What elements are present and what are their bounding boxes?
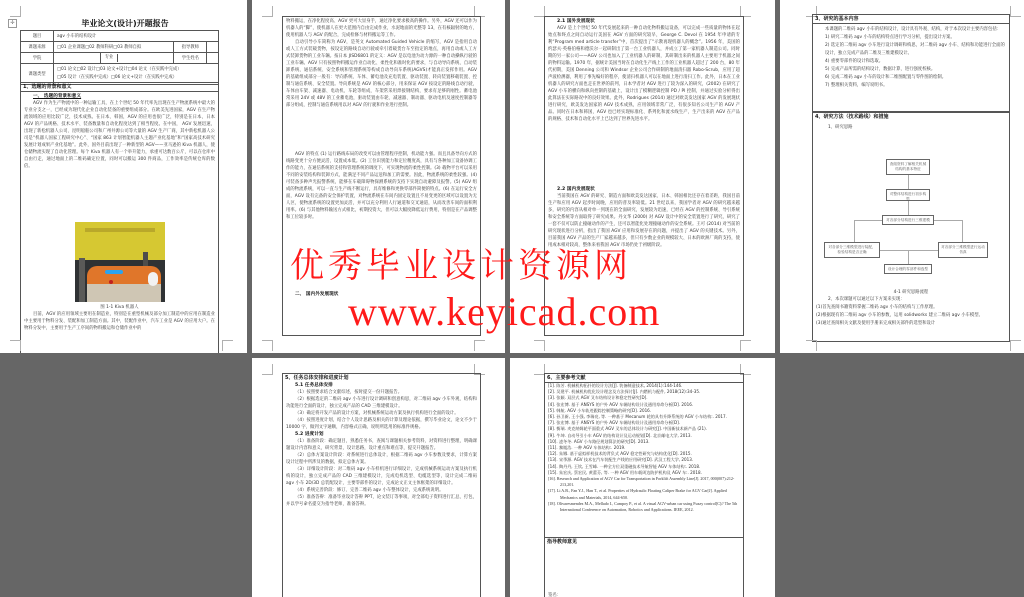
info-table: [20, 30, 219, 85]
advisor-opinion-heading: 指导教师意见: [547, 539, 578, 545]
schedule-item: （1）准备阶段：确定题目，熟悉任务书，查阅与课题相关参考资料，对资料进行整理，明确课题设计内容和意义，研究背景，设计思路，设计重点和难点等，提交开题报告。: [286, 439, 477, 451]
section-3-frame: [812, 14, 1010, 112]
domestic-status-heading: 2.2 国内发展现状: [557, 187, 595, 192]
section-3-heading: 3、研究的基本内容: [813, 15, 1009, 24]
signature-label: 签名：: [548, 593, 562, 597]
reference-item: [12]. 朱娜. 基于虚拟样机技术的背负式 AGV 稳定性研究与结构优化[D]. 2015.: [548, 451, 692, 457]
reference-item: [10]. 凌冬冬. AGV 小车路径规划算法的研究[D]. 2013.: [548, 438, 650, 444]
task-item: （1）按照要求结合文献综述，按时提交一份开题报告。: [295, 390, 403, 395]
advisor-value[interactable]: [207, 42, 219, 53]
paragraph: 自动引导小车简称为 AGV，是英文 Automated Guided Vehicle 的缩写，AGV 是指用自动或人工方式装载货物，按设定的路线自动行驶或牵引着载货台车至指定的地点，再用自动或人工方式装卸货物的工业车辆。按日本 JISD6801 的定义：AGV 是以电池为动力源的一种自动操纵行驶的工业车辆。AGV 只有按照物料搬运作业自动化、柔性化和准时化的要求，与自动导向系统、自动装卸系统、通信系统、安全系统和管理系统等构成自动导向车系统(AGVS)才能真正发挥作用。AGV 的基础组成部分一般有：导向系统、车体、蓄电池及充电装置、驱动装置、转向装置移载装置、控制与通信系统、安全装置。导向系统是 AGV 的核心部分，用来保证 AGV 按设定的路线自动行驶，车体由车架、减速器、电动机、车轮等组成，车架常采用焊接钢结构，要求有足够的刚性。蓄电池常采用 24V 或 48V 的工业蓄电池，驱动装置由车轮、减速器、制动器、驱动电机及速度控制器等部分组成，控制与通信系统用以对 AGV 的行驶和作业进行控制。: [286, 40, 477, 108]
section-5-frame: [282, 373, 481, 597]
type-options-line-2[interactable]: □05 设计（在实践中完成）□06 论文+设计（在实践中完成）: [57, 75, 177, 80]
topic-label: 题目: [21, 31, 54, 42]
kiva-robot-image: [75, 222, 165, 302]
paragraph: 当前我国在 AGV 的研究、制造方面和欧美发达国家、日本、韩国相比还存在着差距，我国目前生产和应用 AGV 起步时间晚，应用的普及率较低。21 世纪以来，我国学者对 AGV 的研究越来越多，研究的内容从相对单一到现在的全面研究，发展较为迅速，已经在 AGV 的控制系统、导引系统和安全系统等方面取得了研究成果。丹文华 (2000) 对 AGV 设计中的安全装置进行了研究，研究了一套不仅可以防止撞碰动作的产生，还可以智能化处理撞碰动作的安全系统。王可 (2014) 对当前的研究现状进行分析，指出了我国 AGV 应用和发展存在的问题，并提出了 AGV 的关键技术。另外，目前我国 AGV 产品的生产厂家越来越多，但只有少数企业的规模较大、日本的欧洲厂商的支持，使用成本相对较高，整体来看我国 AGV 市场仍处于初级阶段。: [548, 194, 740, 248]
reference-item: [16]. Research and Application of AGV Car for Transportation in Forklift Assembly Line[J]. 2017, 000(007):212-213,201.: [548, 476, 735, 488]
research-idea-heading: 1、研究思路: [828, 125, 853, 130]
content-item: 6) 完成二维码 agv 小车的设计和二维图配置与零件图的绘制。: [825, 75, 947, 80]
flow-box: 对各部分结构进行三维建模: [882, 215, 934, 225]
reference-item: [3]. 张颖. 双层式 AGV 叉车结构设计和稳定性研究[D].: [548, 395, 648, 401]
section-2-heading: 二、 国内外发展现状: [295, 292, 339, 297]
method-item: (3)通过查阅相关文献及使用手册来完成相关部件的选型和设计: [816, 321, 936, 326]
foreign-status-heading: 2.1 国外发展现状: [557, 19, 595, 24]
content-item: 7) 整理相关资料，编写说明书。: [825, 83, 888, 88]
reference-item: [14]. 陶丹丹, 王钦, 王雪峰. 一种全方位双重磁技术导航智能 AGV 车体结构:. 2018.: [548, 463, 701, 469]
task-item: （2）根据选定的二维码 agv 小车进行设计调研和创意构思，对二维码 agv 小车外观、结构和功能进行全面的设计，独立完成产品的 CAD 三维建模设计。: [286, 397, 477, 409]
document-page-4: [780, 0, 1024, 353]
table-move-handle[interactable]: ✢: [8, 19, 17, 28]
major-label: 专业: [101, 54, 118, 62]
document-page-1: [0, 0, 247, 353]
section-4-frame: [812, 112, 1010, 342]
content-item: 5) 完成产品所需的结构设计，数据计算，进行强度校核。: [825, 67, 936, 72]
flow-box: 对整体结构进行初步构思: [886, 189, 930, 201]
subsection-heading: 一、 选题的背景和意义: [33, 94, 82, 99]
paragraph: AGV 作为生产物流中的一种运输工具，在上个世纪 50 年代率先出现在生产物流系统中最大的专业分支之一，已经成为现代化企业自动化装备的重要组成部分。在欧美先进国家，AGV 在生产物流领域的应用比较广泛，技术成熟。在日本、韩国，AGV 的应用也很广泛，特别是在日本，日本 AGV 的产品规格、技术水平、装备数量和自动化程度达到了相当程度。在中国， AGV 发展迅速，出现了新松机器人公司、昆明船舶公司和广州井源公司等大量的 AGV 生产厂商，其中新松机器人公司是“机器人国家工程研究中心”、“国家 863 计划智能机器人主题产业化基地”和“国家高技术研究发展计划成果产业化基地”。此外，国外目前出现了一种新型的 AGV——亚马逊的 Kiva 机器人，使仓储物流实现了自动化管理。每个 Kiva 机器人有一个举升能力，承重可达数百公斤，可以在仓库中自由行走，通过地面上的二维码确定位置，同时可以搬运 300 件商品，工作效率是传统仓库的数倍。: [24, 101, 215, 169]
methods-heading: 2、本次课题可以通过以下方案来实现：: [828, 297, 905, 302]
reference-item: [1]. 陈芳. 机械机构拓扑的设计方法[J]. 装备制造技术, 2014(1):144-146.: [548, 383, 683, 388]
paragraph: 目前，AGV 的应用领域主要用在制造业，特别是在重型机械及部分加工制造中的应用在制造业中主要用于物料分发、装配和加工制造方面。其中，装配作业中，汽车工业是 AGV 的应用大户。在物料分发中，主要用于生产工序间的物料搬运和仓储作业中的: [24, 312, 215, 331]
source-label: 课题来源: [21, 42, 54, 53]
advisor-label: 指导教师: [174, 42, 207, 53]
task-item: （3）确定将开发产品的设计方案，对机械系统运动方案及执行机构进行全面的设计。: [295, 411, 459, 416]
figure-caption: 图 1-1 Kiva 机器人: [100, 305, 139, 310]
reference-item: [6]. 孙卫新, 王小强, 李瑞亮, 等. 一种基于 Mecanum 轮的具有升降系统的 AGV 小车结构:. 2017.: [548, 414, 727, 420]
reference-item: [8]. 衡瑞. 麦克纳姆轮平面重式 AGV 叉车的总体设计与研究[J]. 中国新技术新产品 (21).: [548, 426, 708, 432]
college-value[interactable]: [54, 53, 101, 64]
watermark-url: www.keyicad.com: [348, 289, 661, 334]
section-1-frame: [20, 82, 219, 353]
type-label: 课题类型: [21, 64, 54, 85]
schedule-item: （5）准备答辩：准备毕业设计答辩 PPT，论文装订等事项，对全部电子资料进行汇总、打包，并以学号命名提交为指导老师，准备答辩。: [286, 495, 477, 507]
flow-box: 查阅资料了解相关机械结构的基本特征: [886, 159, 930, 175]
source-value[interactable]: □01 企业课题□02 教师科研□03 教师自拟: [54, 42, 174, 53]
watermark-text: 优秀毕业设计资源网: [290, 246, 632, 286]
section-6-frame: [544, 373, 744, 597]
topic-value[interactable]: agv 小车的结构设计: [54, 31, 219, 42]
task-item: （4）按照进度计划，结合个人设计思路及相关的计算及理论依据，撰写毕业论文，论文不少于 10000 字，做到文字通顺，内容格式正确，说明所选用的标准件规格。: [286, 418, 477, 430]
schedule-heading: 5.2 进度计划: [295, 432, 324, 437]
flow-box: 对各部分三维模型进行装配，检验结构是否正确: [824, 242, 880, 258]
schedule-item: （3）详细设计阶段：对二维码 agv 小车样机进行详细设计，完成机械系统运动方案及执行机构的设计，独立完成产品的 CAD 三维建模设计，完成电机选型、电缆选型等，设计完成二维码 agv 小车 2D/3D 总装配设计，主要零部件的设计，完成论文正文主体框架的详细设计。: [286, 467, 477, 486]
overall-arrangement-heading: 5.1 任务总体安排: [295, 383, 333, 388]
document-title: 毕业论文(设计)开题报告: [81, 19, 169, 28]
reference-item: [4]. 张宏博. 基于 ANSYS 的户外 AGV 车辆结构设计及通用寿命分析[D]. 2016.: [548, 401, 694, 407]
reference-item: [7]. 张宏博. 基于 ANSYS 的户外 AGV 车辆结构设计及通用寿命分析[D].: [548, 420, 681, 426]
schedule-item: （4）系统完善阶段：修订、完善二维码 agv 小车整体设计，完成系统说明。: [295, 488, 444, 493]
reference-item: [13]. 宋季源. AGV 技术在汽车装配生产线的应用研究[D]. 武汉工程大学, 2013.: [548, 457, 694, 463]
schedule-item: （2）总体方案设计阶段：对系统进行总体设计，根据二维码 agv 小车参数及要求，计算方案设计过程中所涉及的数据，拟定总体方案。: [286, 453, 477, 465]
reference-item: [9]. 牛坤. 自动导引小车 AGV 的结构设计及运动规划[D]. 北京邮电大学, 2013.: [548, 432, 692, 438]
paragraph: 物料搬运，在净化程度高、AGV 更可大显身手，通过净化要求极高的操作。另外，AGV 还可以作为机器人的“脚”，使机器人在更大范围内自由完成作业，水泥地面的光整等 13，在有核辐射的地方，使用机器人与 AGV 的配合，完成检修与材料搬运等工作。: [286, 19, 477, 38]
flow-box: 对各部分三维模型进行运动仿真: [938, 242, 988, 258]
reference-item: [17]. Li A.B., Fan Y.J., Han T., et al. Properties of Hydraulic Floating Caliper Brake for AGV Car[J]. Applied Mechanics and Materials, 2014, 644-650.: [548, 488, 727, 500]
research-flowchart: [816, 137, 1006, 287]
method-item: (1)首先查阅书籍资料掌握二维码 agv 小车的结构与工作原理。: [816, 305, 938, 310]
section-4-heading: 4、研究方法（技术路线）和措施: [815, 114, 889, 120]
reference-item: [15]. 朱宏庆, 蔡宏民, 黄蕾芬, 等. 一种 AGV 用车载周边防护机构及 AGV 车:. 2018.: [548, 469, 702, 475]
paragraph: AGV 的特点 (1) 运行路线布局的改变可以由管理程序控制，机动能力强。而且具备导向方式的线路变更十分方便灵活，设置成本低。(2) 工位识别能力和定位精度高，具有与各种加工设备协调工作的能力，在通信系统的支持和管理系统的调度下，可实现物流的柔性控制。(3) 载物平台可以采用不同的安装结构和装卸方式，能满足不同产品运送和加工的需要。因此，物流系统的柔性较强。(4) 可装备多种声光报警系统，能够在车载障碍物探测系统的支持下实现自动避障及报警。(5) AGV 组成的物流系统，可以一直与生产线不断运行，具有维修和更换零部件简便的特点。(6) 在运行安全方面，AGV 设有完备的安全保护装置，对物流系统在车间内固定设置且不易变更的区域可以设置为无人区，使物流系统的设置更加灵活，并可以充分利用人行通道和交叉通道，从而改善车间的面积利用率。(6) 与其他物料输送方式相比，初期投资大，但可以大幅度降低运行费用，特别是在产品调整和工位较多时。: [286, 152, 477, 220]
reference-item: [18]. Olivaresmendez M.A., Mellado I., Campoy P., et al. A visual AGV-urban car using Fuzzy control[C]// The 5th International Conference on Automation, Robotics and Applications. IEEE, 2012.: [548, 500, 738, 513]
flowchart-caption: 4-1 研究思路流程: [893, 290, 929, 295]
reference-item: [5]. 韩航. AGV 小车轨迹跟踪控制策略的研究[D]. 2016.: [548, 407, 652, 413]
reference-item: [11]. 黎胤浩. 一种 AGV 车体结构:. 2019.: [548, 445, 626, 451]
reference-item: [2]. 吴建平. 机械机构优化设计理念及方法探讨[J]. 内燃机与配件, 2018(12):34-35.: [548, 389, 701, 395]
paragraph: 本课题的二维码 agv 小车的结构设计，设计具有外观、结构，对于本次设计主要内容包括：: [825, 27, 1002, 32]
method-item: (2)根据现有的二维码 agv 小车的参数，运用 solidworks 建立二维码 agv 小车模型。: [816, 313, 983, 318]
section-1-heading: 1、选题的背景和意义: [21, 83, 218, 92]
type-options-line-1[interactable]: □01 论文□02 设计□03 论文+设计□04 论文（在实践中完成）: [57, 67, 182, 72]
content-item: 1) 研究二维码 agv 小车的结构特点进行学习分析，提出设计方案。: [825, 35, 955, 40]
section-5-heading: 5、任务总体安排和进度计划: [285, 375, 349, 381]
college-label: 学院: [21, 53, 54, 64]
student-label: 学生姓名: [174, 53, 207, 64]
content-item: 2) 选定的二维码 agv 小车进行设计调研和构思，对二维码 agv 小车、结构和功能进行全面的设计，独立完成产品的二维及三维建模设计。: [825, 43, 1005, 56]
paragraph: AGV 是上个世纪 50 年代发展起来的一种自动化物料搬运设备，可以完成一些质量的物体在起始点和终点之间自动运行美国在 AGV 方面的研究较早，George C. Devol 在 1954 年申请的专利“Program med article transfer”中，首次提出了“示教再现机器人的概念”。1956 年，美国的约瑟夫·英格伯格和德沃尔一起研制出了第一台工业机器人，并成立了第一家机器人制造公司。同时期的另一家公司——AGV 公司也加入了工业机器人的研制，其研制出来的机器人主要用于机器之间的物料运输。1970 年，据统计美国当时在自动化生产线上工作的工业机器人超过了 200 台，80 年代初期，美国 Denning 公司和 Windsor 企业公司合作研制的地面清扫器 Robo-Scrub，应用了超声波检测器，利用了事先编好的程序，使清扫机器人可以在地面上进行清扫工作。此外，日本在工业机器人的研究方面也走在世界的前列，日本学者对 AGV 进行了较为深入的研究，(2002) 在研究了 AGV 小车的横向和纵向控制的基础上，设计出了模糊逻辑控制 PD / PI 控制，并通过实验分析得出此算法在实际路况中的良好效果。此外，Rodrigues (2014) 通过对欧美发达国家 AGV 的发展现状进行研究，欧美发达国家的 AGV 技术成熟，应用领域非常广泛，有很多知名公司生产的 AGV 产品。同时在日本和韩国，AGV 也已经实现标准化、系列化和流水线生产，生产出来的 AGV 在产品的规格、技术和自动化水平上已达到了世界先进水平。: [548, 26, 740, 122]
content-item: 4) 重要零部件的设计和选取。: [825, 59, 884, 64]
student-value[interactable]: [207, 53, 219, 64]
section-6-heading: 6、主要参考文献: [545, 374, 743, 383]
document-page-6: [510, 358, 775, 597]
document-page-5: [252, 358, 505, 597]
flow-box: 设计合理的零部件和选型: [884, 264, 932, 274]
